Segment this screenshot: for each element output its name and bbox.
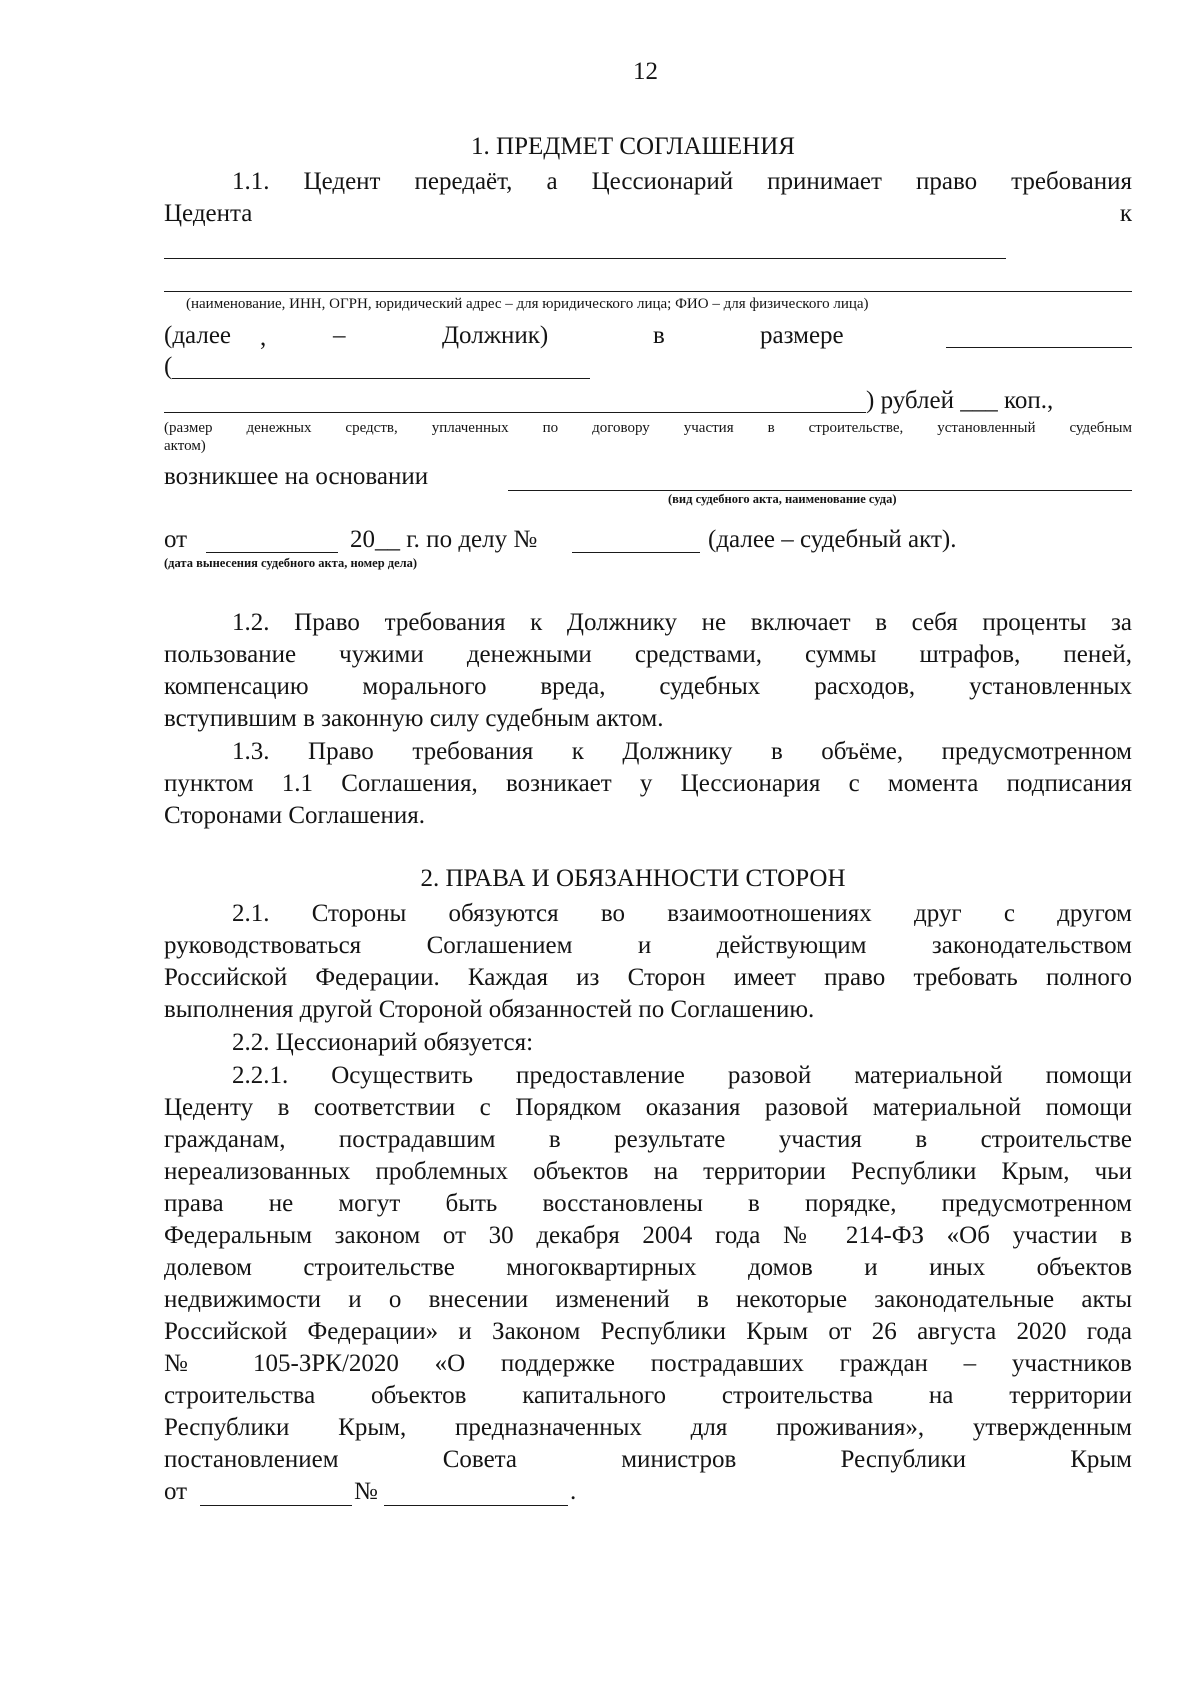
section-1-title: 1. ПРЕДМЕТ СОГЛАШЕНИЯ xyxy=(471,133,795,160)
cedent-word: Цедента xyxy=(164,200,253,227)
basis-blank[interactable] xyxy=(508,490,1132,491)
paragraph-2-2-1-line-10: № 105-ЗРК/2020 «О поддержке пострадавших граждан – участников xyxy=(164,1350,1132,1377)
paragraph-2-2-1-line-4: нереализованных проблемных объектов на территории Республики Крым, чьи xyxy=(164,1158,1132,1185)
debtor-caption: (наименование, ИНН, ОГРН, юридический адрес – для юридического лица; ФИО – для физического лица) xyxy=(186,296,869,312)
basis-label: возникшее на основании xyxy=(164,463,429,490)
section-2-title: 2. ПРАВА И ОБЯЗАННОСТИ СТОРОН xyxy=(420,865,846,892)
case-number-blank[interactable] xyxy=(572,552,700,553)
paragraph-2-2-1-line-6: Федеральным законом от 30 декабря 2004 года № 214-ФЗ «Об участии в xyxy=(164,1222,1132,1249)
debtor-word-4: Должник) xyxy=(442,322,549,349)
amount-caption-line-2: актом) xyxy=(164,438,206,454)
date-year-case: 20__ г. по делу № xyxy=(350,526,538,553)
paragraph-2-2: 2.2. Цессионарий обязуется: xyxy=(232,1029,534,1056)
paragraph-2-2-1-line-7: долевом строительстве многоквартирных домов и иных объектов xyxy=(164,1254,1132,1281)
final-from: от xyxy=(164,1478,188,1505)
paragraph-2-2-1-line-3: гражданам, пострадавшим в результате участия в строительстве xyxy=(164,1126,1132,1153)
to-word: к xyxy=(1119,200,1132,227)
paragraph-1-2-line-3: компенсацию морального вреда, судебных расходов, установленных xyxy=(164,673,1132,700)
paragraph-2-2-1-line-5: права не могут быть восстановлены в порядке, предусмотренном xyxy=(164,1190,1132,1217)
page-number: 12 xyxy=(633,58,658,85)
paragraph-2-1-line-2: руководствоваться Соглашением и действующим законодательством xyxy=(164,932,1132,959)
paragraph-2-2-1-line-9: Российской Федерации» и Законом Республики Крым от 26 августа 2020 года xyxy=(164,1318,1132,1345)
paragraph-2-1-line-4: выполнения другой Стороной обязанностей по Соглашению. xyxy=(164,996,815,1023)
paragraph-2-1-line-1: 2.1. Стороны обязуются во взаимоотношениях друг с другом xyxy=(232,900,1132,927)
paragraph-1-2-line-1: 1.2. Право требования к Должнику не включает в себя проценты за xyxy=(232,609,1132,636)
debtor-blank-line-1[interactable] xyxy=(164,258,1006,259)
date-from: от xyxy=(164,526,188,553)
final-dot: . xyxy=(570,1478,577,1505)
paragraph-2-2-1-line-2: Цеденту в соответствии с Порядком оказания разовой материальной помощи xyxy=(164,1094,1132,1121)
paragraph-2-2-1-line-13: постановлением Совета министров Республики Крым xyxy=(164,1446,1132,1473)
paragraph-2-2-1-line-11: строительства объектов капитального строительства на территории xyxy=(164,1382,1132,1409)
amount-words-blank-2[interactable] xyxy=(164,412,866,413)
amount-blank-short[interactable] xyxy=(946,347,1132,348)
debtor-word-2: , xyxy=(260,324,267,351)
date-tail: (далее – судебный акт). xyxy=(708,526,957,553)
debtor-word-1: (далее xyxy=(164,322,232,349)
paragraph-1-3-line-2: пунктом 1.1 Соглашения, возникает у Цессионария с момента подписания xyxy=(164,770,1132,797)
paragraph-1-3-line-3: Сторонами Соглашения. xyxy=(164,802,425,829)
debtor-blank-line-2[interactable] xyxy=(164,291,1132,292)
resolution-number-blank[interactable] xyxy=(384,1505,568,1506)
rubles-text: ) рублей ___ коп., xyxy=(866,387,1054,414)
resolution-date-blank[interactable] xyxy=(200,1505,352,1506)
paragraph-2-2-1-line-1: 2.2.1. Осуществить предоставление разовой материальной помощи xyxy=(232,1062,1132,1089)
open-paren: ( xyxy=(164,353,173,380)
paragraph-2-2-1-line-8: недвижимости и о внесении изменений в некоторые законодательные акты xyxy=(164,1286,1132,1313)
amount-words-blank-1[interactable] xyxy=(172,378,590,379)
paragraph-1-2-line-4: вступившим в законную силу судебным актом. xyxy=(164,705,664,732)
debtor-word-3: – xyxy=(333,322,346,349)
paragraph-1-1-line-2 xyxy=(164,198,1132,230)
debtor-word-6: размере xyxy=(760,322,844,349)
basis-caption: (вид судебного акта, наименование суда) xyxy=(668,492,897,506)
final-number-sign: № xyxy=(354,1478,378,1505)
paragraph-2-2-1-line-12: Республики Крым, предназначенных для проживания», утвержденным xyxy=(164,1414,1132,1441)
paragraph-1-2-line-2: пользование чужими денежными средствами, суммы штрафов, пеней, xyxy=(164,641,1132,668)
amount-caption-line-1: (размер денежных средств, уплаченных по договору участия в строительстве, установленный судебным xyxy=(164,420,1132,436)
date-blank[interactable] xyxy=(206,552,338,553)
date-caption: (дата вынесения судебного акта, номер дела) xyxy=(164,556,418,570)
paragraph-2-1-line-3: Российской Федерации. Каждая из Сторон имеет право требовать полного xyxy=(164,964,1132,991)
paragraph-1-1-line-1: 1.1. Цедент передаёт, а Цессионарий принимает право требования xyxy=(232,168,1132,195)
debtor-word-5: в xyxy=(653,322,665,349)
paragraph-1-3-line-1: 1.3. Право требования к Должнику в объёме, предусмотренном xyxy=(232,738,1132,765)
